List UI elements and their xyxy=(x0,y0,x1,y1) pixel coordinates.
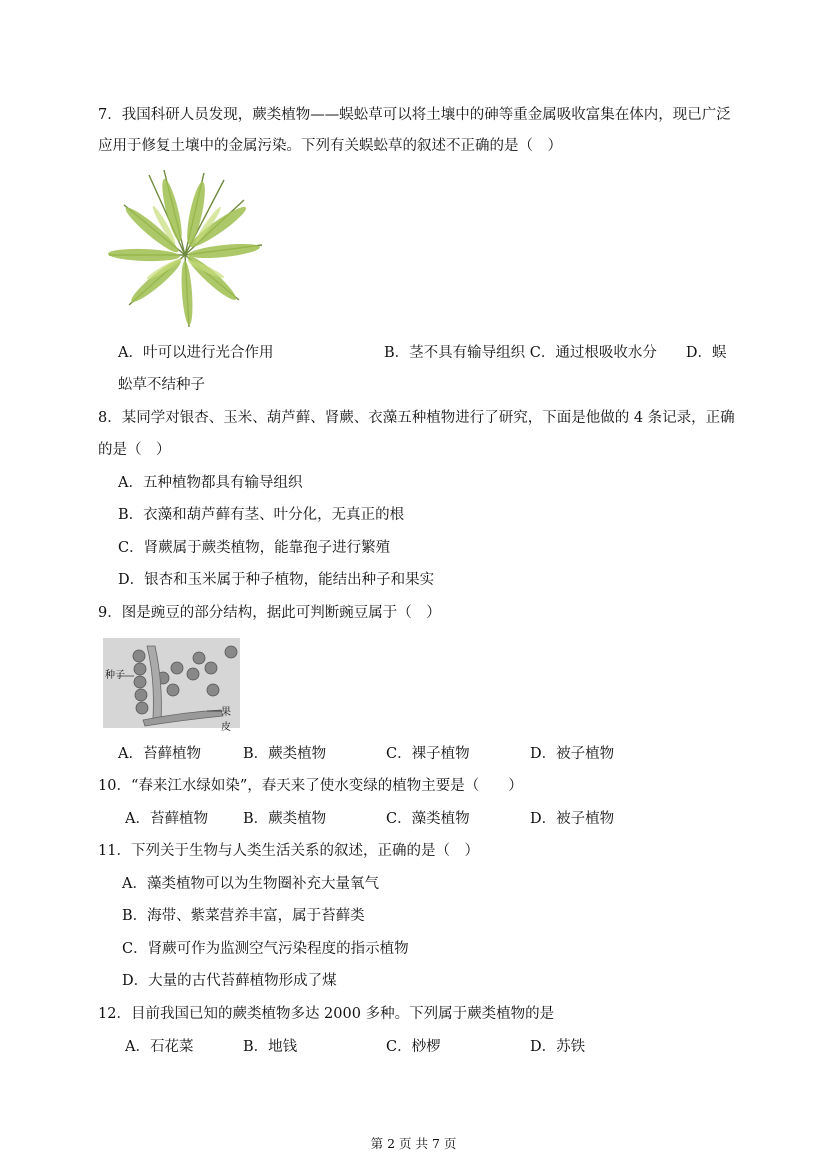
q12-option-d: D．苏铁 xyxy=(530,1039,586,1055)
q10-option-a: A．苔藓植物 xyxy=(125,811,208,827)
pea-pod-image xyxy=(103,638,240,733)
q11-option-d: D．大量的古代苔藓植物形成了煤 xyxy=(122,973,337,989)
q8-option-c: C．肾蕨属于蕨类植物，能靠孢子进行繁殖 xyxy=(118,540,391,556)
q11-option-a: A．藻类植物可以为生物圈补充大量氧气 xyxy=(122,876,379,892)
q10-stem: 10．“春来江水绿如染”，春天来了使水变绿的植物主要是（ ） xyxy=(98,778,523,794)
q10-option-c: C．藻类植物 xyxy=(386,811,470,827)
fern-image xyxy=(104,165,266,330)
q7-options-cont: 蚣草不结种子 xyxy=(118,377,205,393)
q8-option-a: A．五种植物都具有输导组织 xyxy=(118,475,303,491)
q8-option-b: B．衣藻和葫芦藓有茎、叶分化，无真正的根 xyxy=(118,507,405,523)
pericarp-label: 果皮 xyxy=(221,707,231,733)
q7-option-a: A．叶可以进行光合作用 xyxy=(118,345,274,361)
q11-option-b: B．海带、紫菜营养丰富，属于苔藓类 xyxy=(122,908,365,924)
q11-option-c: C．肾蕨可作为监测空气污染程度的指示植物 xyxy=(122,941,409,957)
q12-stem: 12．目前我国已知的蕨类植物多达 2000 多种。下列属于蕨类植物的是 xyxy=(98,1006,555,1022)
q7-stem-line2: 应用于修复土壤中的金属污染。下列有关蜈蚣草的叙述不正确的是（ ） xyxy=(98,138,562,154)
q9-option-b: B．蕨类植物 xyxy=(243,746,327,762)
q9-option-d: D．被子植物 xyxy=(530,746,615,762)
q9-option-a: A．苔藓植物 xyxy=(118,746,201,762)
q12-option-b: B．地钱 xyxy=(243,1039,298,1055)
page-footer: 第 2 页 共 7 页 xyxy=(370,1136,457,1151)
q12-option-a: A．石花菜 xyxy=(125,1039,194,1055)
q12-option-c: C．桫椤 xyxy=(386,1039,441,1055)
seed-label: 种子 xyxy=(105,670,125,681)
q10-option-b: B．蕨类植物 xyxy=(243,811,327,827)
q9-option-c: C．裸子植物 xyxy=(386,746,470,762)
q10-option-d: D．被子植物 xyxy=(530,811,615,827)
q8-stem-line1: 8．某同学对银杏、玉米、葫芦藓、肾蕨、衣藻五种植物进行了研究，下面是他做的 4 条记录，正确 xyxy=(98,410,735,426)
q7-options-bcd: B．茎不具有输导组织 C．通过根吸收水分 D．蜈 xyxy=(384,345,727,361)
q9-stem: 9．图是豌豆的部分结构，据此可判断豌豆属于（ ） xyxy=(98,605,441,621)
q8-stem-line2: 的是（ ） xyxy=(98,442,171,458)
q7-stem-line1: 7．我国科研人员发现，蕨类植物——蜈蚣草可以将土壤中的砷等重金属吸收富集在体内，现已广泛 xyxy=(98,107,731,123)
q8-option-d: D．银杏和玉米属于种子植物，能结出种子和果实 xyxy=(118,572,435,588)
q11-stem: 11．下列关于生物与人类生活关系的叙述，正确的是（ ） xyxy=(98,843,479,859)
